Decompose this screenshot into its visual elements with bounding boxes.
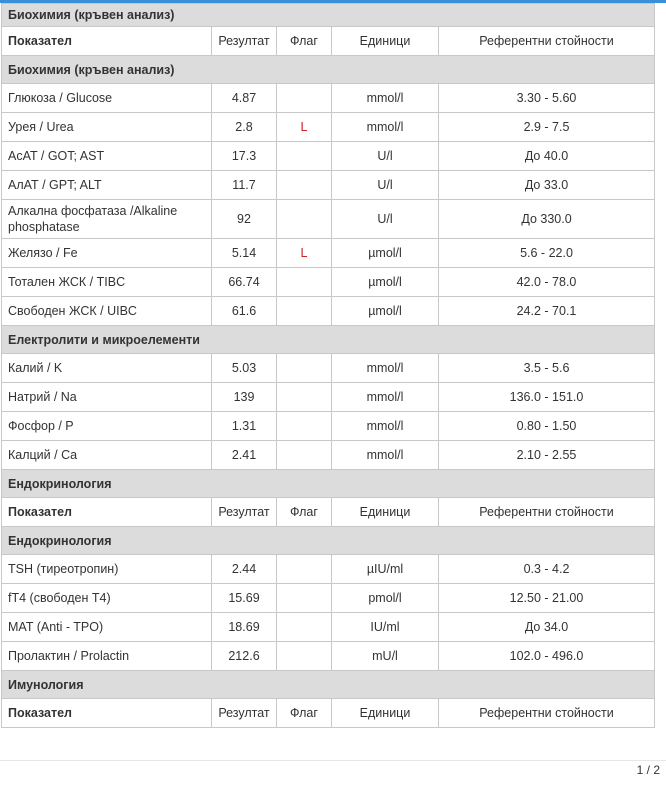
test-result: 2.44 xyxy=(212,555,277,584)
column-header-result: Резултат xyxy=(212,27,277,56)
column-header-flag: Флаг xyxy=(277,498,332,527)
test-name: АлАТ / GPT; ALT xyxy=(2,171,212,200)
test-flag xyxy=(277,441,332,470)
test-reference: 12.50 - 21.00 xyxy=(439,584,655,613)
test-result: 212.6 xyxy=(212,642,277,671)
column-header-row xyxy=(2,699,655,728)
test-units: U/l xyxy=(332,142,439,171)
test-result: 18.69 xyxy=(212,613,277,642)
test-name: Калий / K xyxy=(2,354,212,383)
column-header-reference: Референтни стойности xyxy=(439,498,655,527)
test-name: Алкална фосфатаза /Alkaline phosphatase xyxy=(2,200,212,239)
test-name: Желязо / Fe xyxy=(2,239,212,268)
test-result: 92 xyxy=(212,200,277,239)
test-flag xyxy=(277,84,332,113)
test-reference: До 33.0 xyxy=(439,171,655,200)
test-name: Глюкоза / Glucose xyxy=(2,84,212,113)
footer-divider xyxy=(0,760,666,761)
table-row xyxy=(2,613,655,642)
test-units: mmol/l xyxy=(332,441,439,470)
test-reference: 102.0 - 496.0 xyxy=(439,642,655,671)
table-row xyxy=(2,584,655,613)
table-row xyxy=(2,171,655,200)
test-result: 61.6 xyxy=(212,297,277,326)
table-row xyxy=(2,354,655,383)
test-name: AcAT / GOT; AST xyxy=(2,142,212,171)
table-row xyxy=(2,642,655,671)
section-row-biochemistry-top xyxy=(2,4,655,27)
section-title: Ендокринология xyxy=(2,527,655,555)
test-result: 11.7 xyxy=(212,171,277,200)
column-header-reference: Референтни стойности xyxy=(439,27,655,56)
test-units: mmol/l xyxy=(332,383,439,412)
test-units: µmol/l xyxy=(332,268,439,297)
test-flag xyxy=(277,200,332,239)
test-units: µmol/l xyxy=(332,297,439,326)
test-flag xyxy=(277,268,332,297)
table-row xyxy=(2,268,655,297)
section-title: Ендокринология xyxy=(2,470,655,498)
column-header-flag: Флаг xyxy=(277,699,332,728)
table-row xyxy=(2,412,655,441)
table-row xyxy=(2,383,655,412)
test-reference: 2.10 - 2.55 xyxy=(439,441,655,470)
test-units: mU/l xyxy=(332,642,439,671)
test-name: Свободен ЖСК / UIBC xyxy=(2,297,212,326)
test-result: 2.41 xyxy=(212,441,277,470)
section-title: Имунология xyxy=(2,671,655,699)
test-flag xyxy=(277,613,332,642)
column-header-name: Показател xyxy=(2,27,212,56)
column-header-name: Показател xyxy=(2,498,212,527)
test-name: Пролактин / Prolactin xyxy=(2,642,212,671)
test-units: µmol/l xyxy=(332,239,439,268)
test-result: 17.3 xyxy=(212,142,277,171)
test-units: U/l xyxy=(332,171,439,200)
test-result: 66.74 xyxy=(212,268,277,297)
test-name: Натрий / Na xyxy=(2,383,212,412)
table-row xyxy=(2,297,655,326)
test-flag xyxy=(277,555,332,584)
test-name: Урея / Urea xyxy=(2,113,212,142)
column-header-reference: Референтни стойности xyxy=(439,699,655,728)
test-reference: 24.2 - 70.1 xyxy=(439,297,655,326)
test-flag xyxy=(277,642,332,671)
section-row-endocrinology-top xyxy=(2,470,655,498)
test-flag xyxy=(277,297,332,326)
test-reference: 0.3 - 4.2 xyxy=(439,555,655,584)
column-header-units: Единици xyxy=(332,699,439,728)
column-header-units: Единици xyxy=(332,27,439,56)
test-flag: L xyxy=(277,239,332,268)
test-flag xyxy=(277,584,332,613)
section-title: Биохимия (кръвен анализ) xyxy=(2,56,655,84)
test-reference: 136.0 - 151.0 xyxy=(439,383,655,412)
test-flag xyxy=(277,354,332,383)
test-reference: 3.5 - 5.6 xyxy=(439,354,655,383)
page-number: 1 / 2 xyxy=(636,763,660,777)
test-name: fT4 (свободен T4) xyxy=(2,584,212,613)
table-row xyxy=(2,142,655,171)
table-row xyxy=(2,113,655,142)
test-name: Калций / Ca xyxy=(2,441,212,470)
test-name: TSH (тиреотропин) xyxy=(2,555,212,584)
test-flag xyxy=(277,171,332,200)
test-flag: L xyxy=(277,113,332,142)
test-units: mmol/l xyxy=(332,113,439,142)
test-reference: До 34.0 xyxy=(439,613,655,642)
section-row-biochemistry xyxy=(2,56,655,84)
test-reference: До 40.0 xyxy=(439,142,655,171)
test-name: MAT (Anti - TPO) xyxy=(2,613,212,642)
test-reference: 3.30 - 5.60 xyxy=(439,84,655,113)
test-result: 5.14 xyxy=(212,239,277,268)
test-units: U/l xyxy=(332,200,439,239)
test-name: Тотален ЖСК / TIBC xyxy=(2,268,212,297)
section-row-electrolytes xyxy=(2,326,655,354)
test-result: 2.8 xyxy=(212,113,277,142)
section-title: Биохимия (кръвен анализ) xyxy=(2,4,655,27)
test-name: Фосфор / P xyxy=(2,412,212,441)
column-header-flag: Флаг xyxy=(277,27,332,56)
test-units: mmol/l xyxy=(332,412,439,441)
test-flag xyxy=(277,383,332,412)
column-header-row xyxy=(2,498,655,527)
test-result: 1.31 xyxy=(212,412,277,441)
test-reference: 0.80 - 1.50 xyxy=(439,412,655,441)
test-flag xyxy=(277,412,332,441)
lab-results-table xyxy=(1,3,655,728)
test-units: mmol/l xyxy=(332,84,439,113)
section-row-endocrinology xyxy=(2,527,655,555)
test-result: 4.87 xyxy=(212,84,277,113)
test-reference: До 330.0 xyxy=(439,200,655,239)
test-reference: 5.6 - 22.0 xyxy=(439,239,655,268)
column-header-result: Резултат xyxy=(212,699,277,728)
table-row xyxy=(2,555,655,584)
test-reference: 2.9 - 7.5 xyxy=(439,113,655,142)
section-row-immunology-top xyxy=(2,671,655,699)
column-header-result: Резултат xyxy=(212,498,277,527)
test-reference: 42.0 - 78.0 xyxy=(439,268,655,297)
test-units: IU/ml xyxy=(332,613,439,642)
table-row xyxy=(2,441,655,470)
test-result: 139 xyxy=(212,383,277,412)
section-title: Електролити и микроелементи xyxy=(2,326,655,354)
table-row xyxy=(2,84,655,113)
test-flag xyxy=(277,142,332,171)
test-result: 5.03 xyxy=(212,354,277,383)
test-units: µIU/ml xyxy=(332,555,439,584)
table-row xyxy=(2,200,655,239)
column-header-name: Показател xyxy=(2,699,212,728)
column-header-units: Единици xyxy=(332,498,439,527)
test-result: 15.69 xyxy=(212,584,277,613)
test-units: pmol/l xyxy=(332,584,439,613)
test-units: mmol/l xyxy=(332,354,439,383)
column-header-row xyxy=(2,27,655,56)
table-row xyxy=(2,239,655,268)
